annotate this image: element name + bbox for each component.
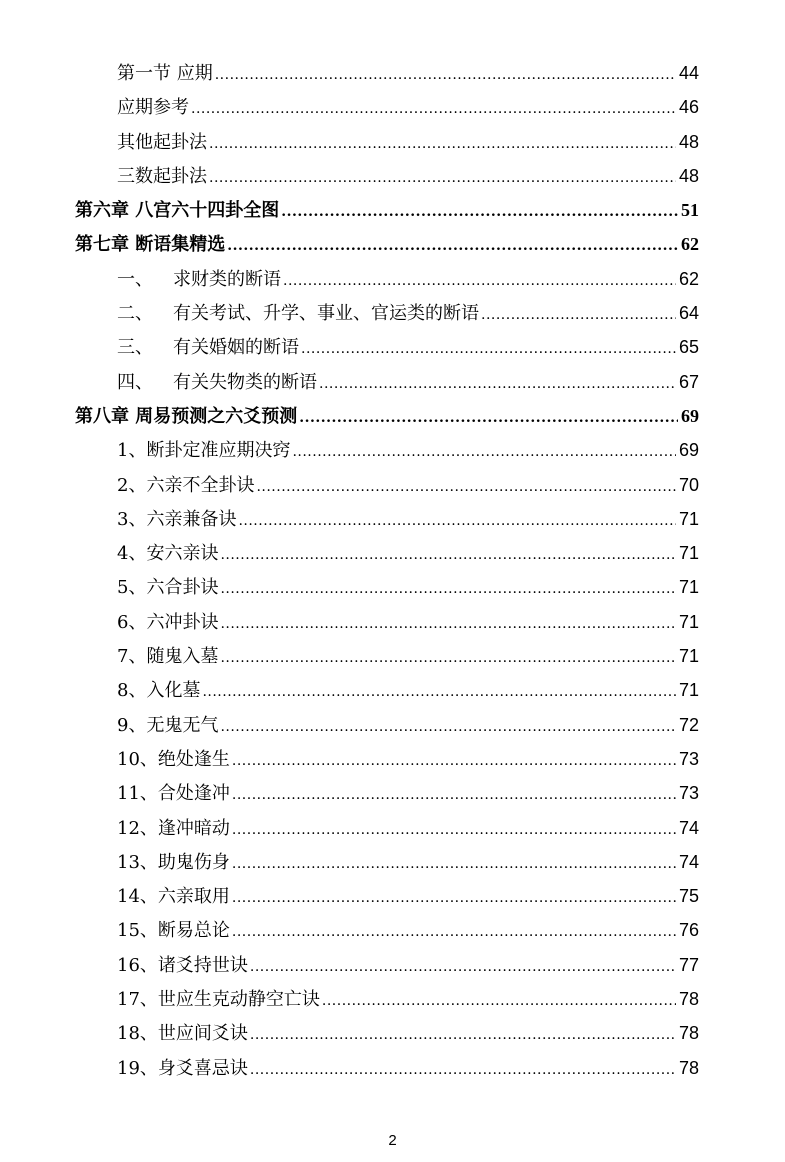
toc-entry-page: 69 — [681, 405, 699, 426]
dot-leader — [191, 92, 676, 126]
toc-entry-title: 18、世应间爻诀 — [117, 1023, 248, 1045]
toc-entry-page: 46 — [678, 97, 699, 118]
toc-entry-title: 7、随鬼入墓 — [117, 646, 219, 668]
toc-entry-page: 64 — [678, 303, 699, 324]
toc-entry-number: 二、 — [117, 303, 153, 325]
dot-leader — [220, 572, 676, 606]
toc-section-entry[interactable] — [75, 125, 699, 159]
toc-chapter-entry[interactable] — [75, 227, 699, 261]
toc-entry-page: 44 — [678, 63, 699, 83]
dot-leader — [238, 504, 676, 538]
toc-entry-page: 48 — [678, 131, 699, 152]
dot-leader — [319, 367, 676, 401]
toc-entry-page: 51 — [681, 200, 699, 221]
toc-section-entry[interactable] — [75, 639, 699, 673]
dot-leader — [283, 264, 676, 298]
toc-section-entry[interactable] — [75, 56, 699, 90]
toc-entry-page: 62 — [678, 268, 699, 289]
toc-entry-page: 75 — [678, 886, 699, 907]
toc-entry-title: 11、合处逢冲 — [117, 783, 230, 805]
dot-leader — [232, 847, 676, 881]
dot-leader — [220, 641, 676, 675]
dot-leader — [232, 778, 676, 812]
toc-entry-title: 第六章 八宫六十四卦全图 — [75, 200, 280, 222]
toc-entry-title: 16、诸爻持世诀 — [117, 954, 248, 976]
toc-entry-title: 有关婚姻的断语 — [173, 337, 299, 359]
dot-leader — [220, 607, 676, 641]
toc-entry-title: 三数起卦法 — [117, 165, 207, 187]
toc-section-entry[interactable] — [75, 673, 699, 707]
toc-entry-title: 1、断卦定准应期决窍 — [117, 440, 291, 462]
toc-list — [75, 56, 699, 1085]
toc-entry-title: 有关失物类的断语 — [173, 371, 317, 393]
toc-section-entry[interactable] — [75, 502, 699, 536]
toc-section-entry[interactable] — [75, 1016, 699, 1050]
dot-leader — [301, 332, 676, 366]
toc-entry-page: 48 — [678, 165, 699, 186]
dot-leader — [227, 229, 678, 263]
toc-entry-page: 71 — [678, 680, 699, 701]
toc-section-entry[interactable] — [75, 913, 699, 947]
dot-leader — [220, 538, 676, 572]
dot-leader — [250, 1053, 676, 1087]
dot-leader — [209, 161, 676, 195]
toc-entry-title: 14、六亲取用 — [117, 886, 230, 908]
table-of-contents — [75, 56, 699, 1085]
toc-section-entry[interactable] — [75, 605, 699, 639]
toc-entry-page: 78 — [678, 1023, 699, 1044]
toc-section-entry[interactable] — [75, 262, 699, 296]
dot-leader — [292, 435, 676, 469]
toc-entry-title: 10、绝处逢生 — [117, 748, 230, 770]
toc-entry-number: 一、 — [117, 268, 153, 290]
toc-section-entry[interactable] — [75, 708, 699, 742]
dot-leader — [202, 675, 676, 709]
toc-section-entry[interactable] — [75, 330, 699, 364]
toc-entry-page: 74 — [678, 817, 699, 838]
dot-leader — [481, 298, 676, 332]
toc-entry-title: 9、无鬼无气 — [117, 714, 219, 736]
toc-entry-title: 4、安六亲诀 — [117, 543, 219, 565]
toc-entry-page: 71 — [678, 508, 699, 529]
toc-section-entry[interactable] — [75, 159, 699, 193]
toc-entry-page: 78 — [678, 1057, 699, 1078]
toc-entry-page: 71 — [678, 611, 699, 632]
dot-leader — [232, 915, 676, 949]
toc-entry-page: 72 — [678, 714, 699, 735]
toc-entry-page: 71 — [678, 646, 699, 667]
toc-entry-title: 2、六亲不全卦诀 — [117, 474, 255, 496]
toc-section-entry[interactable] — [75, 742, 699, 776]
toc-section-entry[interactable] — [75, 879, 699, 913]
toc-entry-title: 求财类的断语 — [173, 268, 281, 290]
toc-entry-title: 15、断易总论 — [117, 920, 230, 942]
toc-entry-page: 73 — [678, 748, 699, 769]
toc-section-entry[interactable] — [75, 776, 699, 810]
toc-entry-title: 17、世应生克动静空亡诀 — [117, 989, 320, 1011]
dot-leader — [232, 744, 676, 778]
toc-entry-page: 78 — [678, 989, 699, 1010]
toc-section-entry[interactable] — [75, 570, 699, 604]
toc-entry-number: 四、 — [117, 371, 153, 393]
toc-section-entry[interactable] — [75, 1051, 699, 1085]
toc-section-entry[interactable] — [75, 296, 699, 330]
toc-entry-page: 77 — [678, 954, 699, 975]
toc-section-entry[interactable] — [75, 845, 699, 879]
toc-chapter-entry[interactable] — [75, 399, 699, 433]
toc-entry-page: 62 — [681, 234, 699, 255]
dot-leader — [322, 984, 676, 1018]
dot-leader — [220, 710, 676, 744]
toc-entry-page: 71 — [678, 577, 699, 598]
toc-entry-title: 8、入化墓 — [117, 680, 201, 702]
dot-leader — [209, 127, 676, 161]
toc-entry-page: 76 — [678, 920, 699, 941]
toc-entry-page: 65 — [678, 337, 699, 358]
dot-leader — [215, 58, 676, 92]
toc-entry-title: 第七章 断语集精选 — [75, 234, 226, 256]
toc-section-entry[interactable] — [75, 536, 699, 570]
dot-leader — [299, 401, 678, 435]
toc-entry-title: 12、逢冲暗动 — [117, 817, 230, 839]
toc-entry-page: 69 — [678, 440, 699, 461]
toc-entry-page: 71 — [678, 543, 699, 564]
toc-entry-page: 74 — [678, 851, 699, 872]
dot-leader — [281, 195, 678, 229]
toc-entry-title: 5、六合卦诀 — [117, 577, 219, 599]
toc-entry-title: 第八章 周易预测之六爻预测 — [75, 405, 298, 427]
toc-entry-title: 19、身爻喜忌诀 — [117, 1057, 248, 1079]
dot-leader — [250, 1018, 676, 1052]
dot-leader — [232, 813, 676, 847]
dot-leader — [256, 470, 676, 504]
toc-entry-title: 13、助鬼伤身 — [117, 851, 230, 873]
toc-section-entry[interactable] — [75, 90, 699, 124]
toc-entry-title: 其他起卦法 — [117, 131, 207, 153]
toc-section-entry[interactable] — [75, 468, 699, 502]
toc-section-entry[interactable] — [75, 433, 699, 467]
page-number: 2 — [388, 1132, 397, 1149]
toc-entry-title: 3、六亲兼备诀 — [117, 508, 237, 530]
toc-section-entry[interactable] — [75, 811, 699, 845]
toc-entry-page: 67 — [678, 371, 699, 392]
dot-leader — [232, 881, 676, 915]
toc-section-entry[interactable] — [75, 365, 699, 399]
toc-section-entry[interactable] — [75, 982, 699, 1016]
toc-entry-page: 73 — [678, 783, 699, 804]
toc-section-entry[interactable] — [75, 948, 699, 982]
toc-entry-page: 70 — [678, 474, 699, 495]
toc-entry-title: 第一节 应期 — [117, 63, 213, 84]
toc-chapter-entry[interactable] — [75, 193, 699, 227]
toc-entry-title: 有关考试、升学、事业、官运类的断语 — [173, 303, 479, 325]
dot-leader — [250, 950, 676, 984]
toc-entry-title: 应期参考 — [117, 97, 189, 119]
toc-entry-title: 6、六冲卦诀 — [117, 611, 219, 633]
toc-entry-number: 三、 — [117, 337, 153, 359]
